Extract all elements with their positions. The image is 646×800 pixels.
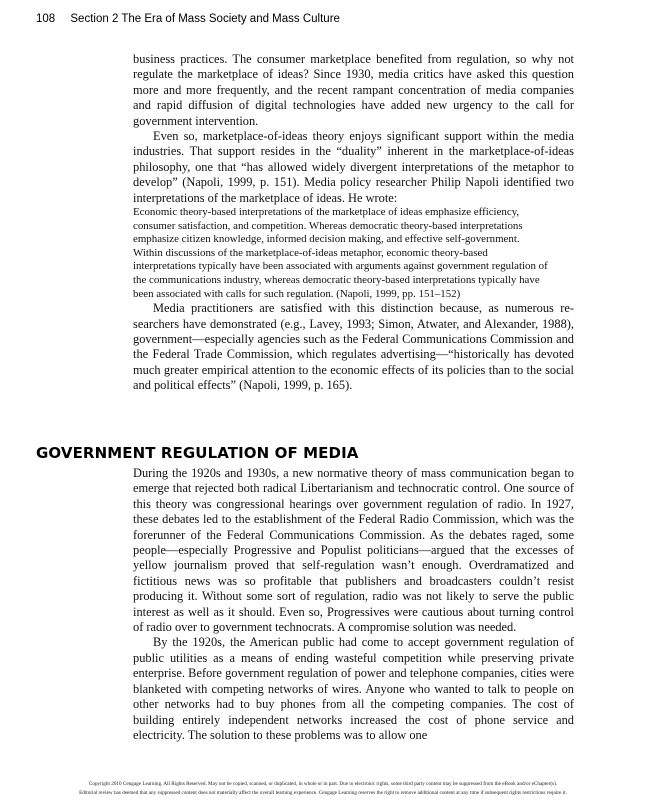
editorial-notice: Editorial review has deemed that any suppressed content does not materially affect the overall learning experience. Cengage Learning reserves the right to remove additional content at any time if subsequent rights restrictions require it.	[79, 790, 567, 796]
copyright-notice: Copyright 2010 Cengage Learning. All Rights Reserved. May not be copied, scanned, or duplicated, in whole or in part. Due to electronic rights, some third party content may be suppressed from the eBook and/or eChapter(s).	[88, 781, 558, 787]
paragraph: By the 1920s, the American public had come to accept government regulation of public utilities as a means of ending wasteful competition while preserving private enterprise. Before government regulation of power and telephone companies, cities were blanketed with competing networks of wires. Anyone who wanted to talk to people on other networks had to buy phones from all the competing companies. The cost of building entirely independent networks increased the cost of phone service and electricity. The solution to these problems was to allow one	[133, 635, 574, 742]
paragraph: Media practitioners are satisfied with this distinction because, as numerous researchers have demonstrated (e.g., Lavey, 1993; Simon, Atwater, and Alexander, 1988), government—especially agencies such as the Federal Communications Commission and the Federal Trade Commission, which regulates advertising—“historically has devoted much greater empirical attention to the economic effects of its policies than to the social and political effects” (Napoli, 1999, p. 165).	[133, 301, 574, 393]
block-quote: Economic theory-based interpretations of the marketplace of ideas emphasize efficiency, consumer satisfaction, and competition. Whereas democratic theory-based interpretations emphasize citizen knowledge, informed decision making, and effective self-government. Within discussions of the marketplace-of-ideas metaphor, economic theory-based interpretations typically have been associated with arguments against government regulation of the communications industry, whereas democratic theory-based interpretations typically have been associated with calls for such regulation. (Napoli, 1999, pp. 151–152)	[133, 206, 548, 300]
paragraph: business practices. The consumer marketplace benefited from regulation, so why not regulate the marketplace of ideas? Since 1930, media critics have asked this question more and more frequently, and the recent rampant concentration of media companies and rapid diffusion of digital technologies have added new urgency to the call for government intervention.	[133, 52, 574, 128]
body-text-top	[133, 52, 574, 394]
running-header	[36, 13, 340, 25]
page-number: 108	[36, 13, 56, 25]
section-heading: GOVERNMENT REGULATION OF MEDIA	[36, 444, 359, 462]
paragraph: Even so, marketplace-of-ideas theory enjoys significant support within the media industries. That support resides in the “duality” inherent in the marketplace-of-ideas philosophy, one that “has allowed widely divergent interpretations of the metaphor to develop” (Napoli, 1999, p. 151). Media policy researcher Philip Napoli identified two interpretations of the marketplace of ideas. He wrote:	[133, 129, 574, 205]
body-text-bottom	[133, 466, 574, 743]
paragraph: During the 1920s and 1930s, a new normative theory of mass communication began to emerge that rejected both radical Libertarianism and technocratic control. One source of this theory was congressional hearings over government regulation of radio. In 1927, these debates led to the establishment of the Federal Radio Commission, which was the forerunner of the Federal Communications Commission. As the debates raged, some people—especially Progressive and Populist politicians—argued that the excesses of yellow journalism proved that self-regulation wasn’t enough. Overdramatized and fictitious news was so profitable that publishers and broadcasters couldn’t resist producing it. Without some sort of regulation, radio was not likely to serve the public interest as well as it should. Even so, Progressives were cautious about turning control of radio over to government technocrats. A compromise solution was needed.	[133, 466, 574, 635]
running-title: Section 2 The Era of Mass Society and Mass Culture	[70, 13, 340, 25]
